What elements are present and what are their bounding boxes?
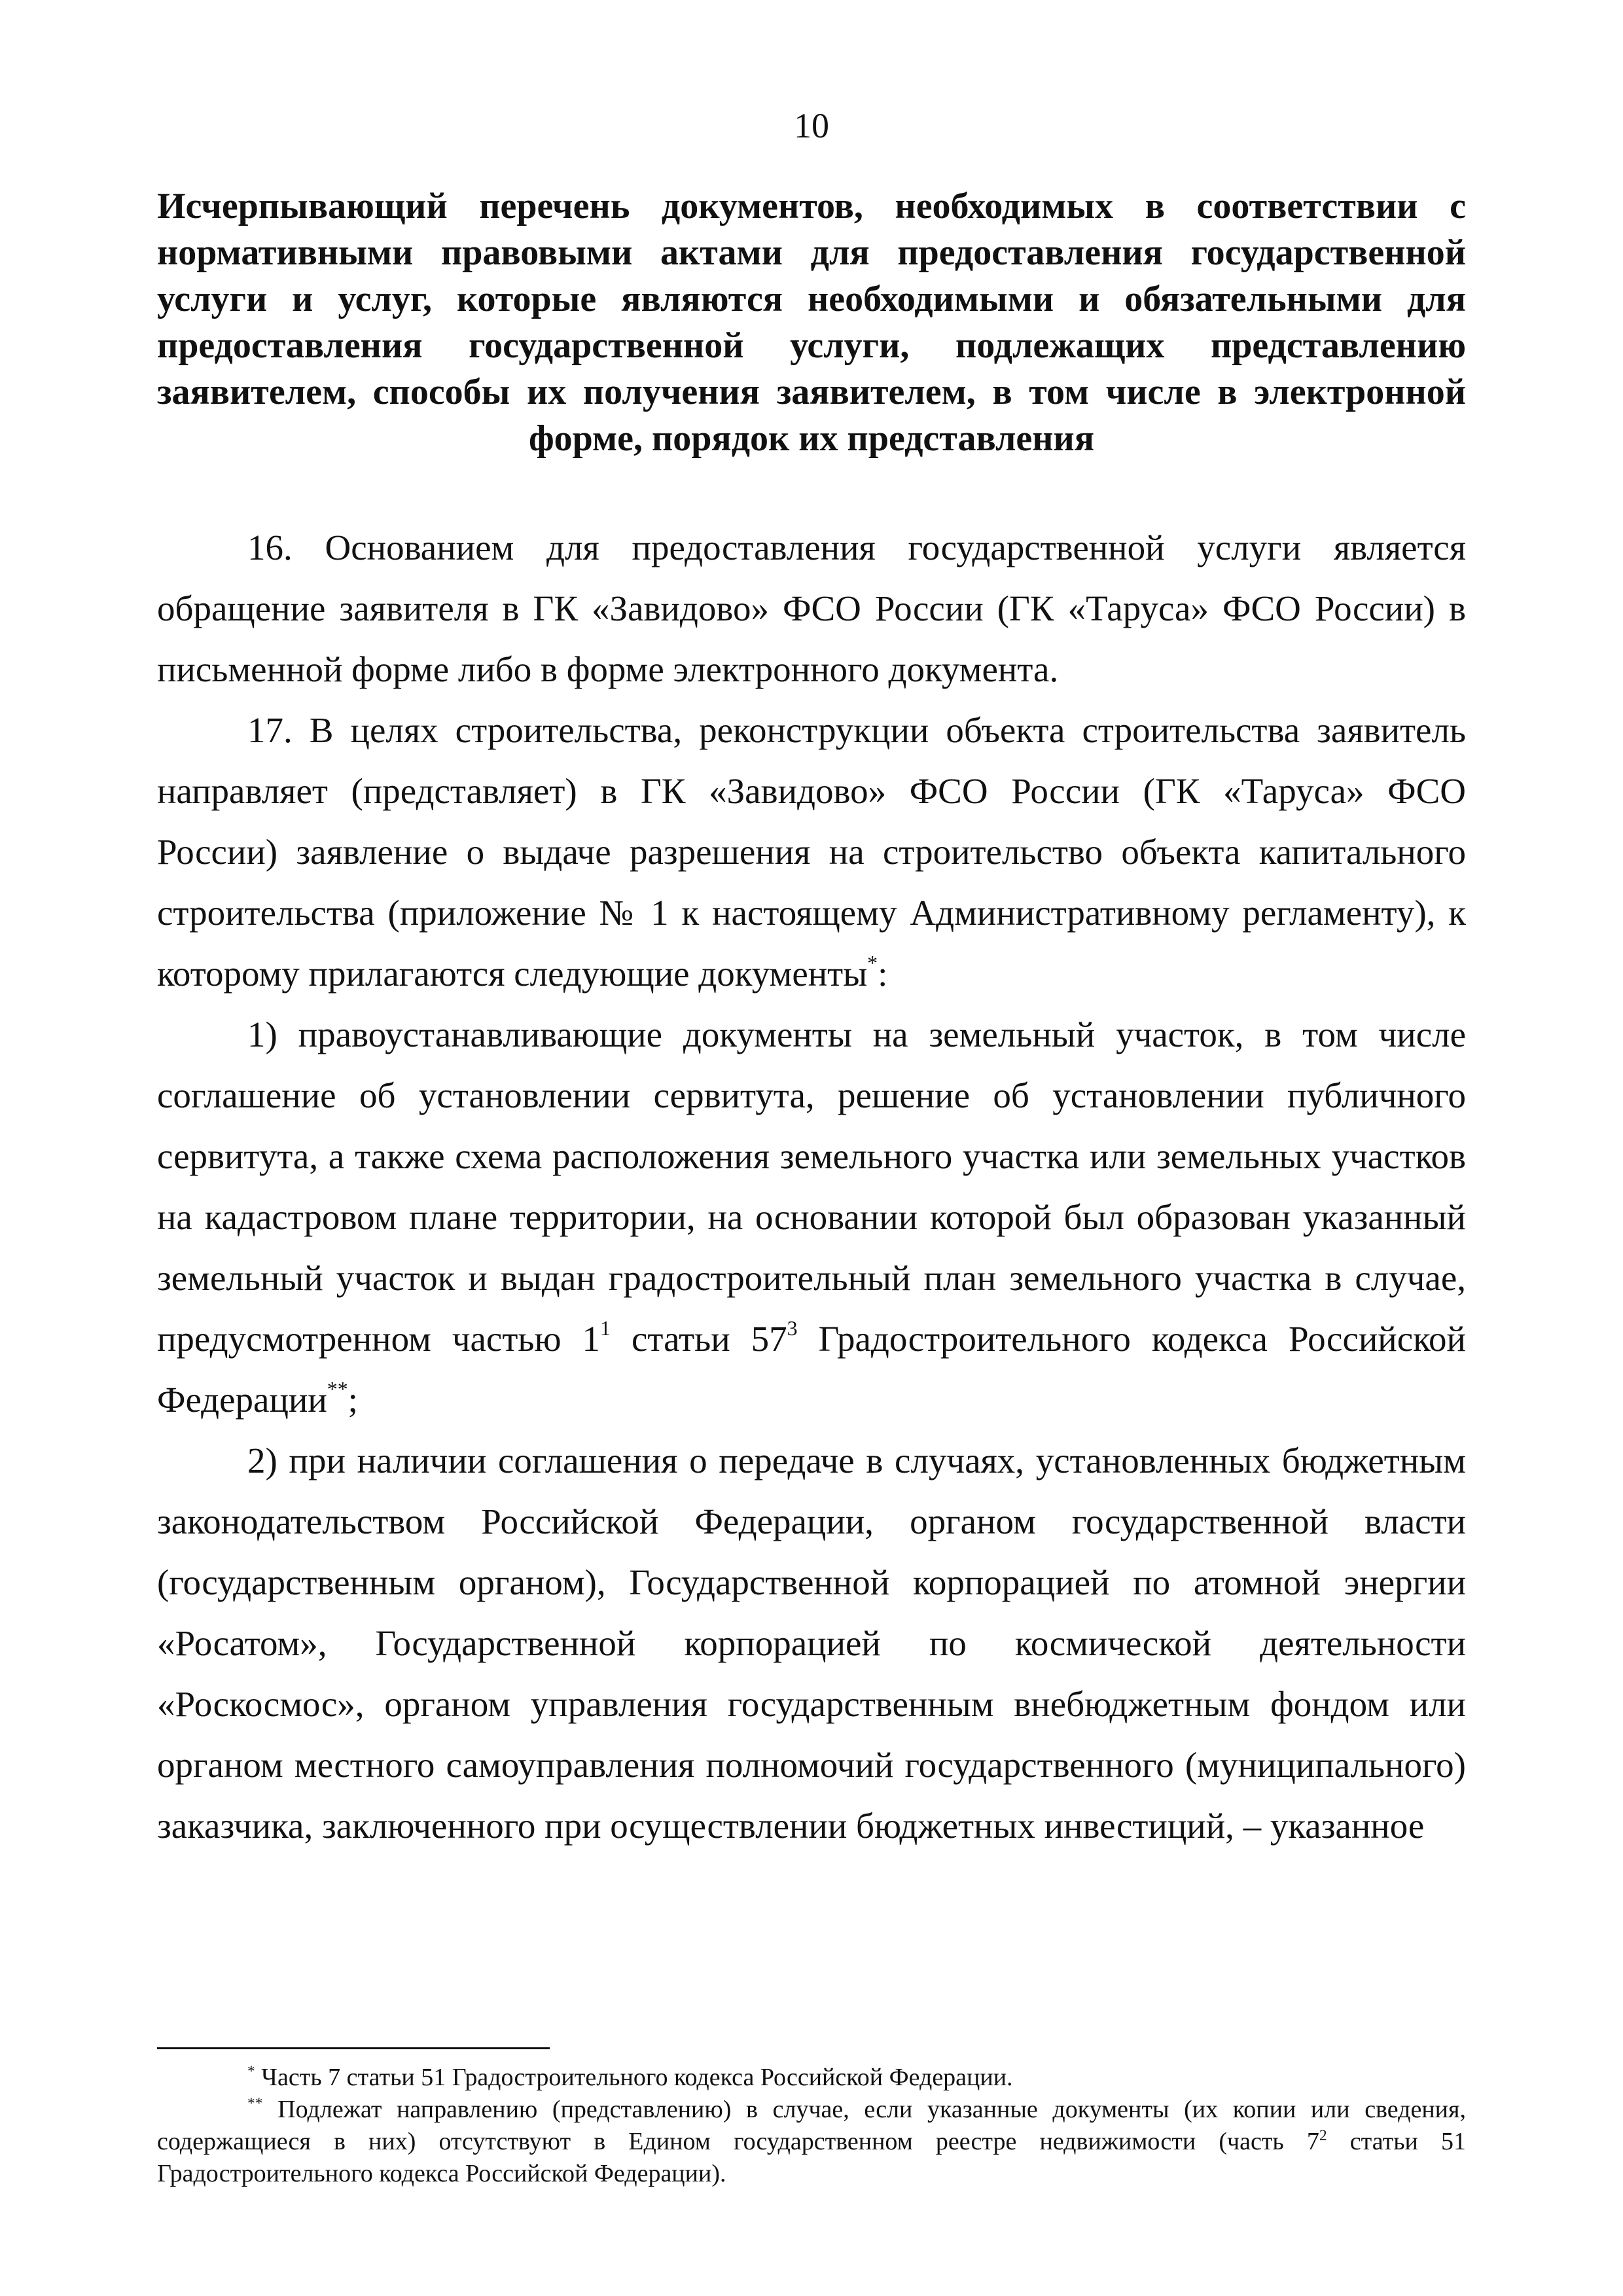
footnotes (157, 2062, 1466, 2190)
list-item-1-end: ; (348, 1380, 358, 1420)
footnote-2-text-b: статьи 51 Градостроительного кодекса Российской Федерации). (157, 2128, 1466, 2187)
list-item-1-text-c: Градостроительного кодекса Российской Федерации (157, 1319, 1466, 1420)
footnote-2-text: Подлежат направлению (представлению) в случае, если указанные документы (их копии или сведения, содержащиеся в них) отсутствуют в Едином государственном реестре недвижимости (часть 7 (157, 2096, 1466, 2155)
page-number: 10 (794, 106, 829, 145)
footnote-1-mark: * (247, 2062, 255, 2080)
footnote-2 (157, 2094, 1466, 2190)
paragraph-16: 16. Основанием для предоставления государственной услуги является обращение заявителя в ГК «Завидово» ФСО России (ГК «Таруса» ФСО России) в письменной форме либо в форме электронного документа. (157, 528, 1466, 689)
footnote-ref-1: * (867, 952, 878, 975)
list-item-1 (157, 1004, 1466, 1430)
footnote-2-mark: ** (247, 2094, 263, 2112)
body-text (157, 517, 1466, 1856)
footnote-1-text: Часть 7 статьи 51 Градостроительного кодекса Российской Федерации. (255, 2064, 1013, 2091)
footnote-separator (157, 2047, 550, 2049)
paragraph-17 (157, 700, 1466, 1004)
superscript-1: 1 (600, 1317, 611, 1340)
paragraph-17-end: : (878, 954, 888, 994)
superscript-3: 3 (787, 1317, 798, 1340)
section-heading: Исчерпывающий перечень документов, необходимых в соответствии с нормативными правовыми актами для предоставления государственной услуги и услуг, которые являются необходимыми и обязательными для предоставления государственной услуги, подлежащих представлению заявителем, способы их получения заявителем, в том числе в электронной форме, порядок их представления (157, 186, 1466, 459)
list-item-2: 2) при наличии соглашения о передаче в случаях, установленных бюджетным законодательством Российской Федерации, органом государственной власти (государственным органом), Государственной корпорацией по атомной энергии «Росатом», Государственной корпорацией по космической деятельности «Роскосмос», органом управления государственным внебюджетным фондом или органом местного самоуправления полномочий государственного (муниципального) заказчика, заключенного при осуществлении бюджетных инвестиций, – указанное (157, 1441, 1466, 1846)
paragraph-17-text: 17. В целях строительства, реконструкции объекта строительства заявитель направляет (представляет) в ГК «Завидово» ФСО России (ГК «Таруса» ФСО России) заявление о выдаче разрешения на строительство объекта капитального строительства (приложение № 1 к настоящему Административному регламенту), к которому прилагаются следующие документы (157, 710, 1466, 994)
footnote-2-superscript: 2 (1319, 2126, 1327, 2144)
list-item-1-text: 1) правоустанавливающие документы на земельный участок, в том числе соглашение об установлении сервитута, решение об установлении публичного сервитута, а также схема расположения земельного участка или земельных участков на кадастровом плане территории, на основании которой был образован указанный земельный участок и выдан градостроительный план земельного участка в случае, предусмотренном частью 1 (157, 1014, 1466, 1359)
footnote-1 (157, 2062, 1466, 2094)
footnote-ref-2: ** (327, 1378, 348, 1401)
list-item-1-text-b: статьи 57 (610, 1319, 787, 1359)
